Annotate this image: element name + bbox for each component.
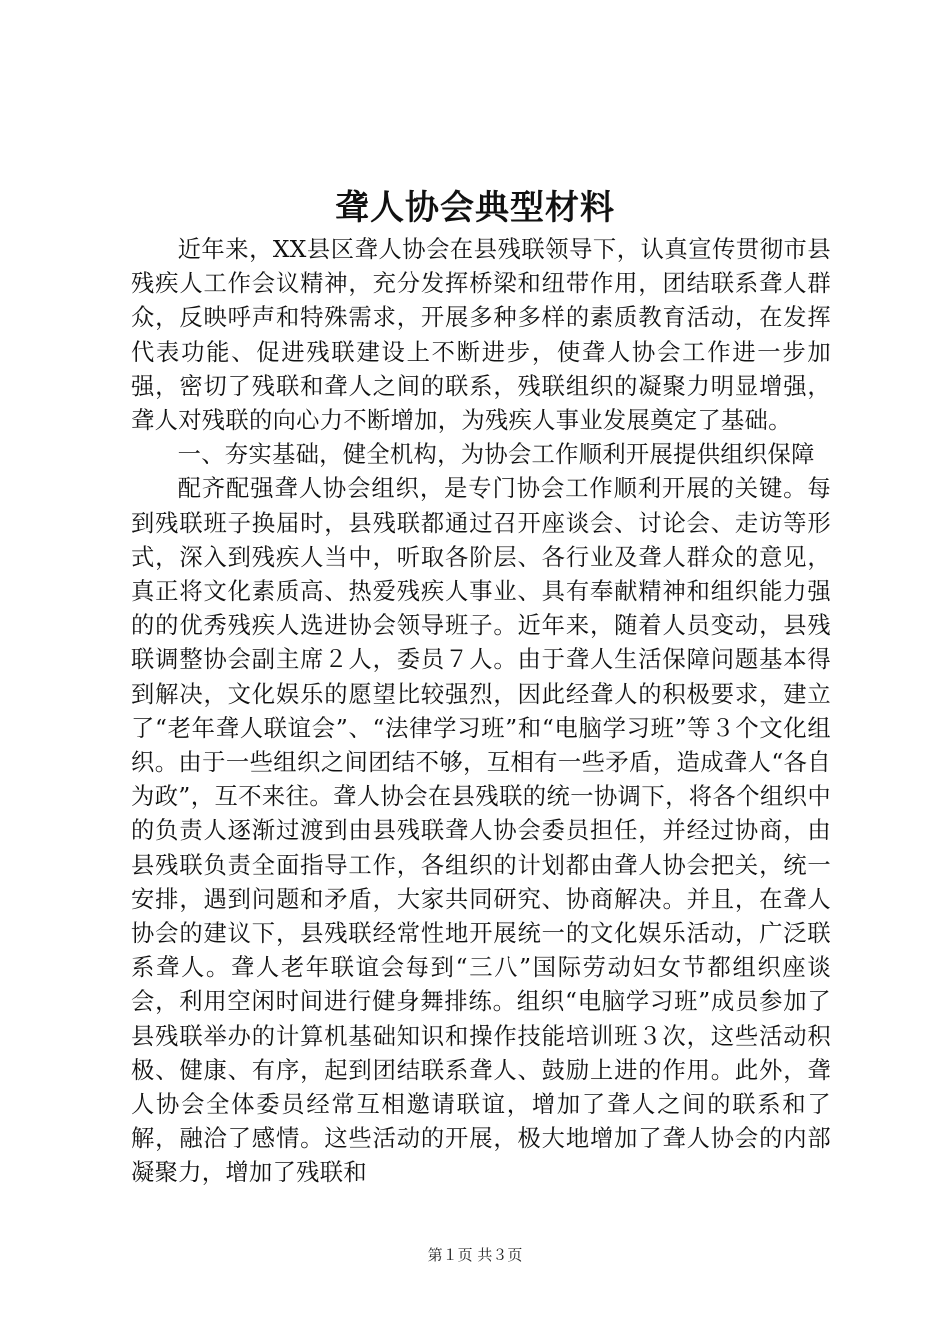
paragraph-section-body: 配齐配强聋人协会组织，是专门协会工作顺利开展的关键。每到残联班子换届时，县残联都通过召开座谈会、讨论会、走访等形式，深入到残疾人当中，听取各阶层、各行业及聋人群众的意见，真正将文化素质高、热爱残疾人事业、具有奉献精神和组织能力强的的优秀残疾人选进协会领导班子。近年来，随着人员变动，县残联调整协会副主席２人，委员７人。由于聋人生活保障问题基本得到解决，文化娱乐的愿望比较强烈，因此经聋人的积极要求，建立了“老年聋人联谊会”、“法律学习班”和“电脑学习班”等３个文化组织。由于一些组织之间团结不够，互相有一些矛盾，造成聋人“各自为政”，互不来往。聋人协会在县残联的统一协调下，将各个组织中的负责人逐渐过渡到由县残联聋人协会委员担任，并经过协商，由县残联负责全面指导工作，各组织的计划都由聋人协会把关，统一安排，遇到问题和矛盾，大家共同研究、协商解决。并且，在聋人协会的建议下，县残联经常性地开展统一的文化娱乐活动，广泛联系聋人。聋人老年联谊会每到“三八”国际劳动妇女节都组织座谈会，利用空闲时间进行健身舞排练。组织“电脑学习班”成员参加了县残联举办的计算机基础知识和操作技能培训班３次，这些活动积极、健康、有序，起到团结联系聋人、鼓励上进的作用。此外，聋人协会全体委员经常互相邀请联谊，增加了聋人之间的联系和了解，融洽了感情。这些活动的开展，极大地增加了聋人协会的内部凝聚力，增加了残联和 (131, 475, 831, 1187)
paragraph-section-heading: 一、夯实基础，健全机构，为协会工作顺利开展提供组织保障 (177, 441, 815, 469)
document-body (131, 233, 831, 1191)
paragraph-intro: 近年来，XX县区聋人协会在县残联领导下，认真宣传贯彻市县残疾人工作会议精神，充分发挥桥梁和纽带作用，团结联系聋人群众，反映呼声和特殊需求，开展多种多样的素质教育活动，在发挥代表功能、促进残联建设上不断进步，使聋人协会工作进一步加强，密切了残联和聋人之间的联系，残联组织的凝聚力明显增强，聋人对残联的向心力不断增加，为残疾人事业发展奠定了基础。 (131, 236, 831, 435)
document-title: 聋人协会典型材料 (335, 188, 615, 228)
page-footer: 第１页 共３页 (427, 1246, 523, 1264)
